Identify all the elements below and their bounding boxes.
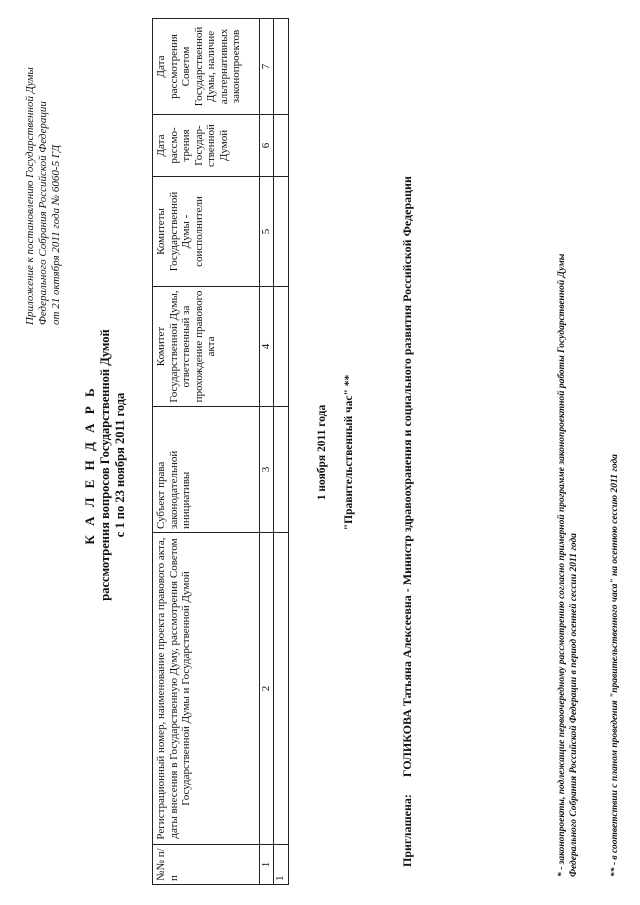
row-cell: 1 xyxy=(274,845,289,885)
row-cell xyxy=(274,19,289,115)
row-cell xyxy=(274,115,289,177)
invited-line xyxy=(400,176,415,867)
column-number: 7 xyxy=(260,19,274,115)
invited-person: ГОЛИКОВА Татьяна Алексеевна - Министр здравоохранения и социального развития Российской Федерации xyxy=(400,176,414,778)
government-hour: "Правительственный час" ** xyxy=(343,374,355,531)
invited-label: Приглашена: xyxy=(400,794,414,867)
col-header-registration: Регистрационный номер, наименование проекта правового акта, даты внесения в Государственную Думу, рассмотрения Советом Государственной Думы и Государственной Думой xyxy=(153,533,260,845)
footnote-1-line-2: Федерального Собрания Российской Федерации в период осенней сессии 2011 года xyxy=(569,533,579,877)
column-number: 4 xyxy=(260,287,274,407)
title-period: с 1 по 23 ноября 2011 года xyxy=(113,392,127,538)
title-subject: рассмотрения вопросов Государственной Думой xyxy=(98,329,112,601)
col-header-initiator: Субъект права законодательной инициативы xyxy=(153,407,260,533)
title-calendar: К А Л Е Н Д А Р Ь xyxy=(82,385,97,545)
column-number: 3 xyxy=(260,407,274,533)
footnote-1-line-1: * - законопроекты, подлежащие первоочередному рассмотрению согласно примерной программе законопроектной работы Государственной Думы xyxy=(557,253,567,877)
column-number: 6 xyxy=(260,115,274,177)
col-header-co-committees: Комитеты Государственной Думы - соисполнители xyxy=(153,177,260,287)
document-title xyxy=(82,185,128,745)
appendix-note xyxy=(24,5,63,325)
col-header-committee: Комитет Государственной Думы, ответственный за прохождение правового акта xyxy=(153,287,260,407)
row-cell xyxy=(274,287,289,407)
footnote-1 xyxy=(556,7,580,877)
appendix-line-2: Федерального Собрания Российской Федерации xyxy=(37,101,49,325)
footnote-2: ** - в соответствии с планом проведения "правительственного часа" на осеннюю сессию 2011 года xyxy=(610,454,620,877)
row-cell xyxy=(274,533,289,845)
column-numbers-row xyxy=(260,19,274,885)
row-cell xyxy=(274,407,289,533)
appendix-line-3: от 21 октября 2011 года № 6060-5 ГД xyxy=(50,144,62,325)
session-date: 1 ноября 2011 года xyxy=(316,404,328,501)
column-number: 2 xyxy=(260,533,274,845)
row-cell xyxy=(274,177,289,287)
appendix-line-1: Приложение к постановлению Государственной Думы xyxy=(24,67,36,325)
col-header-duma-date: Дата рассмо-трения Государ-ственной Думой xyxy=(153,115,260,177)
column-number: 1 xyxy=(260,845,274,885)
table-row xyxy=(274,19,289,885)
col-header-council-date: Дата рассмотрения Советом Государственной Думы, наличие альтернативных законопроектов xyxy=(153,19,260,115)
column-number: 5 xyxy=(260,177,274,287)
table-header-row xyxy=(153,19,260,885)
calendar-table xyxy=(152,18,289,885)
col-header-number: №№ п/п xyxy=(153,845,260,885)
